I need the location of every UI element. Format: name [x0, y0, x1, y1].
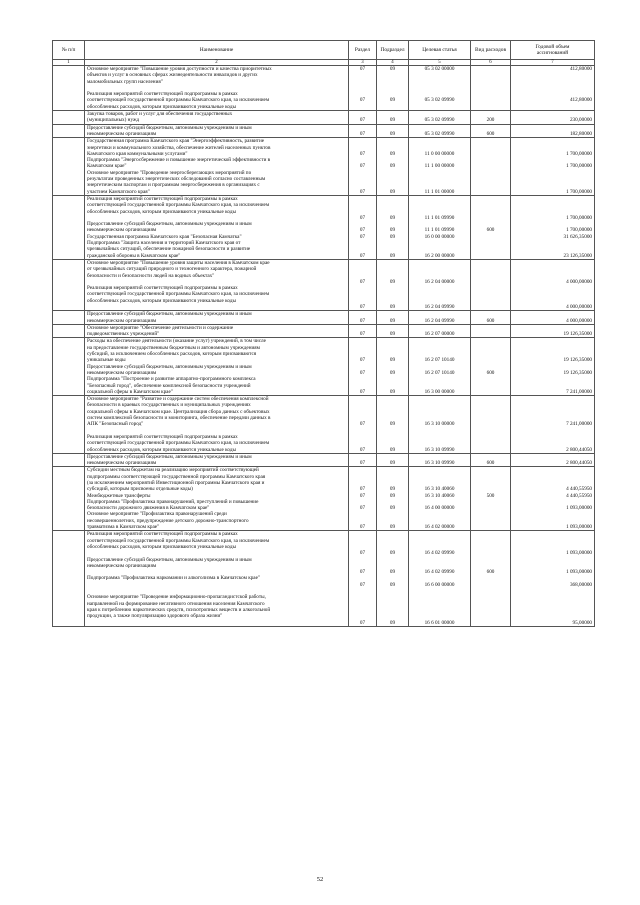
row-podrazdel: 09 — [377, 124, 409, 138]
row-podrazdel: 09 09 09 09 — [377, 531, 409, 626]
row-vid: 600 — [471, 531, 511, 626]
table-row — [53, 311, 595, 325]
col-number: 7 — [511, 60, 595, 66]
row-number — [53, 531, 85, 626]
row-razdel: 07 07 07 — [349, 338, 377, 396]
row-vid — [471, 138, 511, 196]
row-number — [53, 311, 85, 325]
col-number: 5 — [409, 60, 471, 66]
row-number — [53, 453, 85, 467]
row-statya: 05 3 02 09990 — [409, 111, 471, 125]
row-razdel: 07 07 07 — [349, 138, 377, 196]
row-podrazdel: 09 09 — [377, 66, 409, 111]
row-name: Реализация мероприятий соответствующей подпрограммы в рамках соответствующей государственной программы Камчатского края, за исключением обособленных расходов, которым присваиваются уникальные коды Предоставление субсидий бюджетным, автономным учреждениям и иным некоммерческим организациям Подпрограмма "Профилактика наркомании и алкоголизма в Камчатском крае" Основное мероприятие "Проведение информационно-пропагандистской работы, направленной на формирование негативного отношения населения Камчатского края к потреблению наркотических средств, психотропных веществ и алкогольной продукции, а также популяризацию здорового образа жизни" — [85, 531, 349, 626]
row-number — [53, 259, 85, 310]
row-name: Предоставление субсидий бюджетным, автономным учреждениям и иным некоммерческим организациям — [85, 311, 349, 325]
row-number — [53, 467, 85, 531]
budget-table — [52, 40, 595, 627]
row-statya: 05 3 02 09990 — [409, 124, 471, 138]
row-podrazdel: 09 09 09 — [377, 338, 409, 396]
table-row — [53, 396, 595, 454]
row-podrazdel: 09 09 09 — [377, 138, 409, 196]
header-num: № п/п — [53, 41, 85, 60]
row-razdel: 07 07 — [349, 396, 377, 454]
row-vid — [471, 259, 511, 310]
row-amount: 1 093,00000 1 093,00000 368,00000 95,00000 — [511, 531, 595, 626]
row-statya: 16 2 07 00000 — [409, 324, 471, 338]
header-name: Наименование — [85, 41, 349, 60]
row-podrazdel: 09 — [377, 453, 409, 467]
row-razdel: 07 07 — [349, 66, 377, 111]
row-amount: 1 700,00000 1 700,00000 1 700,00000 — [511, 138, 595, 196]
table-row — [53, 453, 595, 467]
col-number: 6 — [471, 60, 511, 66]
row-statya: 16 2 07 10140 16 2 07 10140 16 3 00 00000 — [409, 338, 471, 396]
row-vid: 200 — [471, 111, 511, 125]
col-number: 1 — [53, 60, 85, 66]
row-statya: 16 2 04 09990 — [409, 311, 471, 325]
row-number — [53, 124, 85, 138]
page-number: 52 — [316, 876, 324, 883]
row-amount: 4 000,00000 4 000,00000 — [511, 259, 595, 310]
row-number — [53, 195, 85, 259]
row-amount: 7 241,00000 2 800,44050 — [511, 396, 595, 454]
col-number: 2 — [85, 60, 349, 66]
header-razdel: Раздел — [349, 41, 377, 60]
row-name: Основное мероприятие "Развитие и содержание систем обеспечения комплексной безопасности в краевых государственных и муниципальных учреждениях социальной сферы в Камчатском крае. Централизация сбора данных с объектовых систем комплексной безопасности и мониторинга, обеспечение передачи данных в АПК "Безопасный город" Реализация мероприятий соответствующей подпрограммы в рамках соответствующей государственной программы Камчатского края, за исключением обособленных расходов, которым присваиваются уникальные коды — [85, 396, 349, 454]
row-statya: 16 3 10 09990 — [409, 453, 471, 467]
row-number — [53, 324, 85, 338]
header-statya: Целевая статья — [409, 41, 471, 60]
row-statya: 11 1 01 09990 11 1 01 09990 16 0 00 00000 16 2 00 00000 — [409, 195, 471, 259]
row-podrazdel: 09 — [377, 111, 409, 125]
row-statya: 16 3 10 40060 16 3 10 40060 16 4 00 00000 16 4 02 00000 — [409, 467, 471, 531]
row-podrazdel: 09 09 — [377, 259, 409, 310]
row-number — [53, 138, 85, 196]
header-podrazdel: Подраздел — [377, 41, 409, 60]
row-razdel: 07 07 07 07 — [349, 531, 377, 626]
table-row — [53, 259, 595, 310]
row-statya: 11 0 00 00000 11 1 00 00000 11 1 01 00000 — [409, 138, 471, 196]
row-amount: 19 126,35000 19 126,35000 7 241,00000 — [511, 338, 595, 396]
table-row — [53, 531, 595, 626]
row-razdel: 07 — [349, 111, 377, 125]
row-name: Основное мероприятие "Повышение уровня доступности и качества приоритетных объектов и услуг в основных сферах жизнедеятельности инвалидов и других маломобильных групп населения" Реализация мероприятий соответствующей подпрограммы в рамках соответствующей государственной программы Камчатского края, за исключением обособленных расходов, которым присваиваются уникальные коды — [85, 66, 349, 111]
row-vid: 600 — [471, 195, 511, 259]
row-number — [53, 396, 85, 454]
row-name: Основное мероприятие "Обеспечение деятельности и содержание подведомственных учреждений" — [85, 324, 349, 338]
row-amount: 2 800,44050 — [511, 453, 595, 467]
row-amount: 4 440,55950 4 440,55950 1 093,00000 1 093,00000 — [511, 467, 595, 531]
table-row — [53, 467, 595, 531]
table-row — [53, 195, 595, 259]
table-header-row — [53, 41, 595, 60]
row-name: Основное мероприятие "Повышение уровня защиты населения в Камчатском крае от чрезвычайных ситуаций природного и техногенного характера, пожарной безопасности и безопасности людей на водных объектах" Реализация мероприятий соответствующей подпрограммы в рамках соответствующей государственной программы Камчатского края, за исключением обособленных расходов, которым присваиваются уникальные коды — [85, 259, 349, 310]
row-name: Расходы на обеспечение деятельности (оказание услуг) учреждений, в том числе на предоставление государственным бюджетным и автономным учреждениям субсидий, за исключением обособленных расходов, которым присваиваются уникальные коды Предоставление субсидий бюджетным, автономным учреждениям и иным некоммерческим организациям Подпрограмма "Построение и развитие аппаратно-программного комплекса "Безопасный город", обеспечение комплексной безопасности учреждений социальной сферы в Камчатском крае" — [85, 338, 349, 396]
row-razdel: 07 — [349, 124, 377, 138]
row-vid — [471, 324, 511, 338]
table-row — [53, 324, 595, 338]
row-vid: 600 — [471, 338, 511, 396]
document-page — [52, 40, 594, 627]
row-vid: 600 — [471, 453, 511, 467]
row-amount: 1 700,00000 1 700,00000 31 626,35000 23 126,35000 — [511, 195, 595, 259]
row-statya: 16 2 04 00000 16 2 04 09990 — [409, 259, 471, 310]
row-name: Реализация мероприятий соответствующей подпрограммы в рамках соответствующей государственной программы Камчатского края, за исключением обособленных расходов, которым присваиваются уникальные коды Предоставление субсидий бюджетным, автономным учреждениям и иным некоммерческим организациям Государственная программа Камчатского края "Безопасная Камчатка" Подпрограмма "Защита населения и территорий Камчатского края от чрезвычайных ситуаций, обеспечение пожарной безопасности и развитие гражданской обороны в Камчатском крае" — [85, 195, 349, 259]
row-amount: 182,80000 — [511, 124, 595, 138]
header-amount: Годовой объем ассигнований — [511, 41, 595, 60]
table-row — [53, 111, 595, 125]
row-podrazdel: 09 — [377, 324, 409, 338]
row-name: Субсидии местным бюджетам на реализацию мероприятий соответствующей подпрограммы соответствующей государственной программы Камчатского края (за исключением мероприятий Инвестиционной программы Камчатского края и субсидий, которым присвоены отдельные коды) Межбюджетные трансферты Подпрограмма "Профилактика правонарушений, преступлений и повышение безопасности дорожного движения в Камчатском крае" Основное мероприятие "Профилактика правонарушений среди несовершеннолетних, предупреждение детского дорожно-транспортного травматизма в Камчатском крае" — [85, 467, 349, 531]
row-vid: 600 — [471, 311, 511, 325]
row-number — [53, 338, 85, 396]
row-razdel: 07 07 07 07 — [349, 467, 377, 531]
row-name: Предоставление субсидий бюджетным, автономным учреждениям и иным некоммерческим организациям — [85, 124, 349, 138]
row-amount: 230,00000 — [511, 111, 595, 125]
row-podrazdel: 09 09 09 09 — [377, 195, 409, 259]
row-number — [53, 111, 85, 125]
row-name: Предоставление субсидий бюджетным, автономным учреждениям и иным некоммерческим организациям — [85, 453, 349, 467]
row-vid: 500 — [471, 467, 511, 531]
row-number — [53, 66, 85, 111]
row-vid — [471, 66, 511, 111]
table-row — [53, 66, 595, 111]
col-number: 3 — [349, 60, 377, 66]
row-statya: 16 4 02 09990 16 4 02 09990 16 6 00 00000 16 6 01 00000 — [409, 531, 471, 626]
row-podrazdel: 09 09 09 09 — [377, 467, 409, 531]
table-row — [53, 138, 595, 196]
row-statya: 16 3 10 00000 16 3 10 09990 — [409, 396, 471, 454]
row-amount: 412,80000 412,80000 — [511, 66, 595, 111]
row-razdel: 07 07 07 07 — [349, 195, 377, 259]
col-number: 4 — [377, 60, 409, 66]
table-row — [53, 124, 595, 138]
row-vid: 600 — [471, 124, 511, 138]
row-vid — [471, 396, 511, 454]
row-name: Государственная программа Камчатского края "Энергоэффективность, развитие энергетики и коммунального хозяйства, обеспечение жителей населенных пунктов Камчатского края коммунальными услугами" Подпрограмма "Энергосбережение и повышение энергетической эффективности в Камчатском крае" Основное мероприятие "Проведение энергосберегающих мероприятий по результатам проведенных энергетических обследований согласно составленным энергетическим паспортам и программам энергосбережения в организациях с участием Камчатского края" — [85, 138, 349, 196]
row-razdel: 07 — [349, 311, 377, 325]
row-name: Закупка товаров, работ и услуг для обеспечения государственных (муниципальных) нужд — [85, 111, 349, 125]
header-vid: Вид расходов — [471, 41, 511, 60]
row-podrazdel: 09 — [377, 311, 409, 325]
row-razdel: 07 07 — [349, 259, 377, 310]
row-razdel: 07 — [349, 453, 377, 467]
row-statya: 05 3 02 00000 05 3 02 09990 — [409, 66, 471, 111]
table-row — [53, 338, 595, 396]
row-razdel: 07 — [349, 324, 377, 338]
row-amount: 19 126,35000 — [511, 324, 595, 338]
row-amount: 4 000,00000 — [511, 311, 595, 325]
row-podrazdel: 09 09 — [377, 396, 409, 454]
